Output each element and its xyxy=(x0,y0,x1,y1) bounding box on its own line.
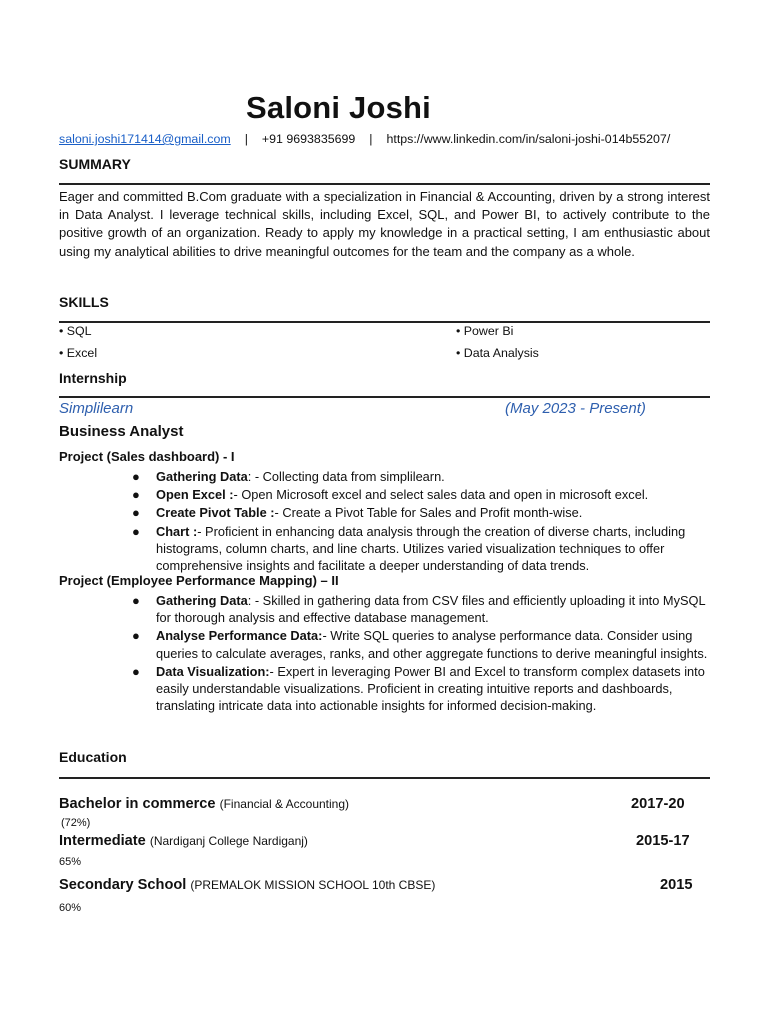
bullet-text: - Proficient in enhancing data analysis through the creation of diverse charts, including histograms, column charts, and line charts. Utilizes varied visualization techniques to offer comprehensive insights and facilitate a deeper understanding of data trends. xyxy=(156,523,686,574)
separator: | xyxy=(369,132,373,146)
company-name: Simplilearn xyxy=(59,400,134,417)
bullet-text: - Open Microsoft excel and select sales data and open in microsoft excel. xyxy=(233,487,649,503)
bullet-icon: ● xyxy=(132,487,140,503)
degree-detail: (PREMALOK MISSION SCHOOL 10th CBSE) xyxy=(190,878,436,892)
section-divider xyxy=(59,396,710,398)
degree-detail: (Nardiganj College Nardiganj) xyxy=(149,834,308,848)
list-item xyxy=(132,486,712,503)
project-bullet-list xyxy=(132,468,712,575)
separator: | xyxy=(244,132,248,146)
degree-detail: (Financial & Accounting) xyxy=(219,797,350,811)
project-title: Project (Employee Performance Mapping) – II xyxy=(59,573,339,588)
bullet-label: Create Pivot Table : xyxy=(156,505,275,521)
education-score: (72%) xyxy=(61,817,91,829)
summary-text: Eager and committed B.Com graduate with a specialization in Financial & Accounting, driven by a strong interest in Data Analyst. I leverage technical skills, including Excel, SQL, and Power BI, to actively contribute to the positive growth of an organization. Ready to apply my knowledge in a practical setting, I am enthusiastic about using my analytical abilities to drive meaningful outcomes for the team and the company as a whole. xyxy=(59,189,710,259)
bullet-label: Gathering Data xyxy=(156,593,248,608)
section-divider xyxy=(59,777,710,779)
list-item xyxy=(132,523,712,575)
contact-line xyxy=(59,132,670,146)
internship-heading: Internship xyxy=(59,370,127,386)
education-year: 2015 xyxy=(660,877,693,893)
list-item xyxy=(132,663,712,715)
bullet-text: - Write SQL queries to analyse performance data. Consider using queries to calculate averages, ranks, and other aggregate functions to derive meaningful insights. xyxy=(156,628,708,661)
email-link[interactable]: saloni.joshi171414@gmail.com xyxy=(59,132,231,146)
bullet-label: Gathering Data xyxy=(156,469,248,484)
education-entry-title xyxy=(59,877,435,893)
bullet-icon: ● xyxy=(132,505,140,521)
skill-item: • SQL xyxy=(59,324,92,338)
candidate-name: Saloni Joshi xyxy=(246,90,431,125)
education-year: 2017-20 xyxy=(631,796,685,812)
list-item xyxy=(132,468,712,485)
skill-item: • Excel xyxy=(59,346,98,360)
bullet-icon: ● xyxy=(132,469,140,484)
bullet-icon: ● xyxy=(132,663,140,679)
skill-item: • Power Bi xyxy=(456,324,514,338)
bullet-label: Data Visualization: xyxy=(156,663,270,679)
bullet-text: : - Collecting data from simplilearn. xyxy=(247,469,445,484)
bullet-icon: ● xyxy=(132,523,140,539)
list-item xyxy=(132,504,712,521)
education-score: 60% xyxy=(59,902,82,914)
education-entry-title xyxy=(59,796,349,812)
job-role: Business Analyst xyxy=(59,423,184,440)
linkedin-url[interactable]: https://www.linkedin.com/in/saloni-joshi-014b55207/ xyxy=(386,132,671,146)
summary-heading: SUMMARY xyxy=(59,156,131,172)
degree-name: Secondary School xyxy=(59,877,187,893)
internship-dates: (May 2023 - Present) xyxy=(505,400,646,417)
bullet-text: : - Skilled in gathering data from CSV files and efficiently uploading it into MySQL for thorough analysis and effective database management. xyxy=(156,593,706,626)
bullet-icon: ● xyxy=(132,628,140,644)
degree-name: Intermediate xyxy=(59,833,146,849)
skill-item: • Data Analysis xyxy=(456,346,539,360)
bullet-label: Analyse Performance Data: xyxy=(156,628,323,644)
section-divider xyxy=(59,183,710,185)
phone-number: +91 9693835699 xyxy=(261,132,356,146)
project-title: Project (Sales dashboard) - I xyxy=(59,449,235,464)
project-bullet-list xyxy=(132,592,712,715)
education-year: 2015-17 xyxy=(636,833,690,849)
bullet-label: Chart : xyxy=(156,523,198,539)
bullet-icon: ● xyxy=(132,593,140,608)
list-item xyxy=(132,592,712,626)
education-score: 65% xyxy=(59,856,82,868)
bullet-text: - Create a Pivot Table for Sales and Profit month-wise. xyxy=(274,505,583,521)
degree-name: Bachelor in commerce xyxy=(59,796,216,812)
bullet-text: - Expert in leveraging Power BI and Excel to transform complex datasets into easily understandable visualizations. Proficient in creating intuitive reports and dashboards, translating intricate data into actionable insights for informed decision-making. xyxy=(156,663,705,714)
section-divider xyxy=(59,321,710,323)
education-heading: Education xyxy=(59,749,127,765)
bullet-label: Open Excel : xyxy=(156,487,234,503)
skills-heading: SKILLS xyxy=(59,294,109,310)
education-entry-title xyxy=(59,833,308,849)
list-item xyxy=(132,627,712,661)
